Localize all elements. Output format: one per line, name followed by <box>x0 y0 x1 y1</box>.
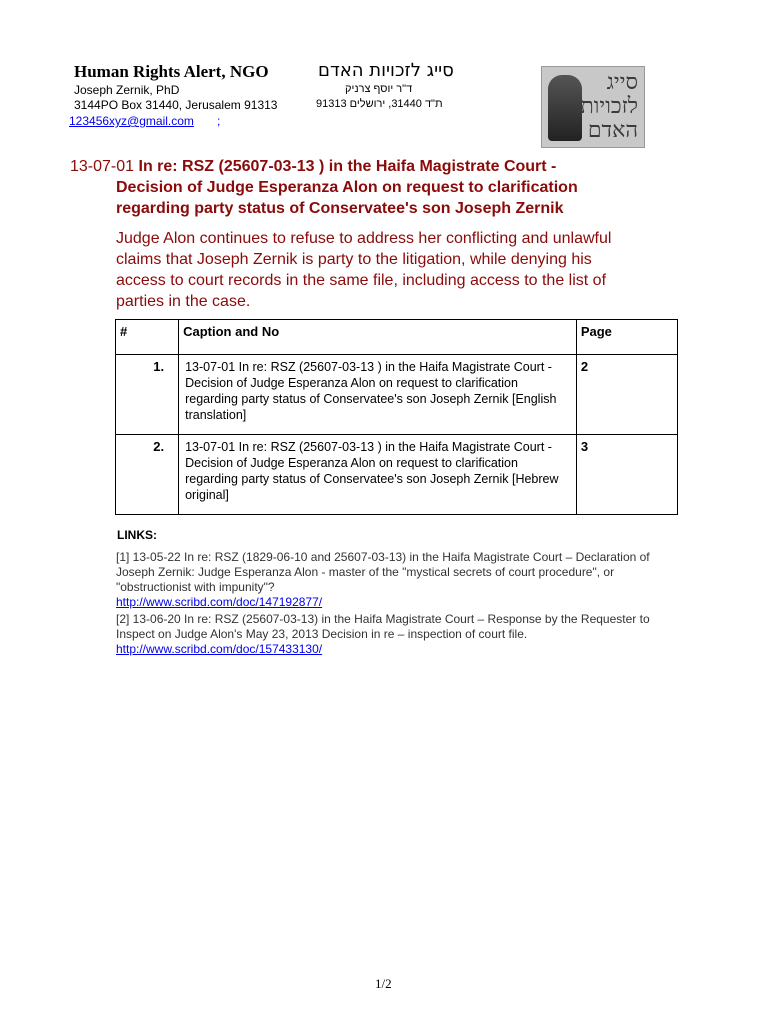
row-caption: 13-07-01 In re: RSZ (25607-03-13 ) in the Haifa Magistrate Court - Decision of Judge Esperanza Alon on request to clarification regarding party status of Conservatee's son Joseph Zernik [English translation] <box>179 355 577 435</box>
row-page: 2 <box>576 355 677 435</box>
title-line-3: regarding party status of Conservatee's son Joseph Zernik <box>116 200 564 217</box>
column-header-page: Page <box>576 320 677 355</box>
title-date: 13-07-01 <box>70 158 135 175</box>
table-row <box>116 435 678 515</box>
row-page: 3 <box>576 435 677 515</box>
link-entry-text: [1] 13-05-22 In re: RSZ (1829-06-10 and 25607-03-13) in the Haifa Magistrate Court – Declaration of Joseph Zernik: Judge Esperanza Alon - master of the "mystical secrets of court procedure", or "obstructionist with impunity"? <box>116 550 650 594</box>
link-entry-1 <box>116 550 656 610</box>
column-header-caption: Caption and No <box>179 320 577 355</box>
person-silhouette-icon <box>548 75 582 141</box>
org-name-hebrew: סייג לזכויות האדם <box>318 60 454 81</box>
address-hebrew: ת"ד 31440, ירושלים 91313 <box>316 98 443 110</box>
logo-text-line-1: סייג <box>606 70 638 95</box>
row-number: 2. <box>116 435 179 515</box>
email-link[interactable]: 123456xyz@gmail.com <box>69 114 194 128</box>
row-caption: 13-07-01 In re: RSZ (25607-03-13 ) in the Haifa Magistrate Court - Decision of Judge Esperanza Alon on request to clarification regarding party status of Conservatee's son Joseph Zernik [Hebrew original] <box>179 435 577 515</box>
title-line-1: In re: RSZ (25607-03-13 ) in the Haifa Magistrate Court - <box>134 158 557 175</box>
logo-text-line-3: האדם <box>587 118 638 143</box>
link-entry-2 <box>116 612 656 657</box>
email-suffix: ; <box>217 114 221 128</box>
link-url[interactable]: http://www.scribd.com/doc/157433130/ <box>116 642 323 656</box>
logo-text-line-2: לזכויות <box>580 94 638 119</box>
person-name-hebrew: ד"ר יוסף צרניק <box>345 83 413 95</box>
title-line-2: Decision of Judge Esperanza Alon on request to clarification <box>116 179 578 196</box>
document-title <box>70 156 670 219</box>
page-number: 1/2 <box>375 976 392 991</box>
column-header-number: # <box>116 320 179 355</box>
person-name: Joseph Zernik, PhD <box>74 83 180 97</box>
document-subtitle: Judge Alon continues to refuse to address her conflicting and unlawful claims that Joseph Zernik is party to the litigation, while denying his access to court records in the same file, including access to the list of parties in the case. <box>116 230 612 310</box>
org-name: Human Rights Alert, NGO <box>74 62 269 81</box>
table-row <box>116 355 678 435</box>
link-url[interactable]: http://www.scribd.com/doc/147192877/ <box>116 595 323 609</box>
contents-table <box>115 319 678 515</box>
link-entry-text: [2] 13-06-20 In re: RSZ (25607-03-13) in the Haifa Magistrate Court – Response by the Requester to Inspect on Judge Alon's May 23, 2013 Decision in re – inspection of court file. <box>116 612 650 641</box>
links-label: LINKS: <box>117 528 157 542</box>
row-number: 1. <box>116 355 179 435</box>
address: 3144PO Box 31440, Jerusalem 91313 <box>74 98 278 112</box>
logo <box>541 66 645 148</box>
